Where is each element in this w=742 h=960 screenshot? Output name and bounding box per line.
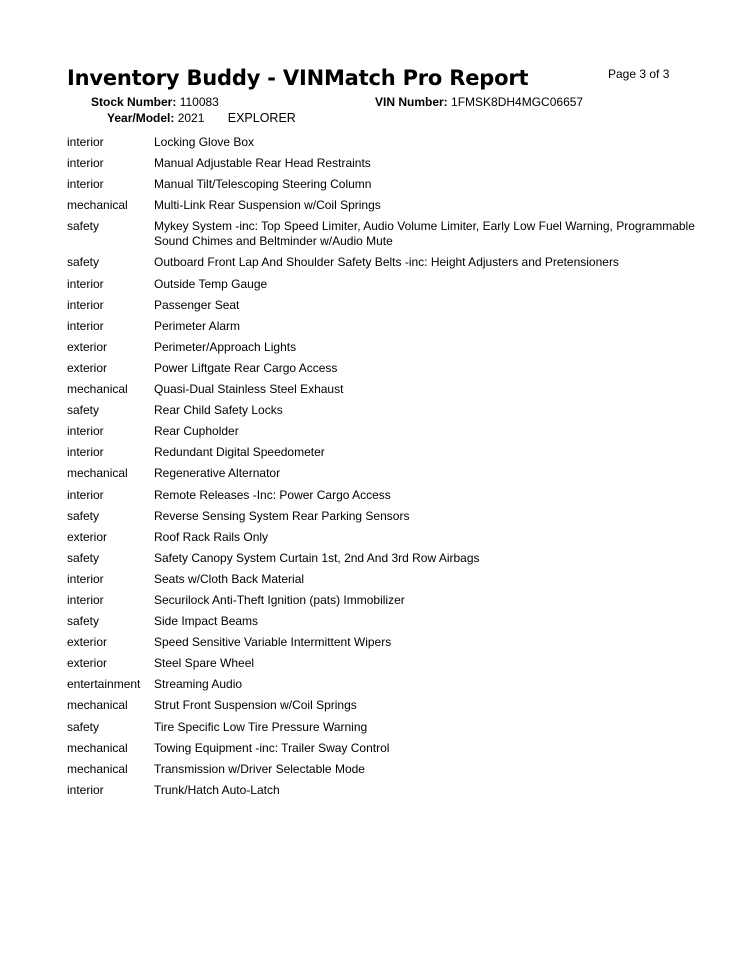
vin-number-row	[375, 95, 583, 109]
vin-number-label: VIN Number:	[375, 95, 448, 109]
list-item	[67, 422, 707, 441]
list-item	[67, 760, 707, 779]
list-item	[67, 317, 707, 336]
equipment-list	[67, 133, 707, 802]
list-item	[67, 718, 707, 737]
item-description: Outside Temp Gauge	[154, 276, 268, 291]
item-category: safety	[67, 255, 100, 270]
item-category: interior	[67, 297, 104, 312]
item-description: Perimeter Alarm	[154, 318, 241, 333]
stock-number-label: Stock Number:	[91, 95, 177, 109]
item-description: Speed Sensitive Variable Intermittent Wipers	[154, 635, 392, 650]
item-description: Securilock Anti-Theft Ignition (pats) Immobilizer	[154, 592, 405, 607]
list-item	[67, 486, 707, 505]
list-item	[67, 196, 707, 215]
item-description: Multi-Link Rear Suspension w/Coil Springs	[154, 198, 381, 213]
list-item	[67, 296, 707, 315]
year-value: 2021	[177, 111, 205, 125]
vin-number-value: 1FMSK8DH4MGC06657	[451, 95, 584, 109]
item-description: Quasi-Dual Stainless Steel Exhaust	[154, 382, 344, 397]
item-category: interior	[67, 782, 104, 797]
list-item	[67, 443, 707, 462]
item-category: interior	[67, 318, 104, 333]
item-category: mechanical	[67, 466, 128, 481]
list-item	[67, 781, 707, 800]
item-description: Towing Equipment -inc: Trailer Sway Control	[154, 740, 390, 755]
list-item	[67, 507, 707, 526]
item-description: Reverse Sensing System Rear Parking Sensors	[154, 508, 410, 523]
item-description: Redundant Digital Speedometer	[154, 445, 325, 460]
item-description: Mykey System -inc: Top Speed Limiter, Audio Volume Limiter, Early Low Fuel Warning, Programmable Sound Chimes and Beltminder w/Audio Mute	[154, 219, 695, 249]
item-category: exterior	[67, 339, 108, 354]
page-indicator: Page 3 of 3	[608, 67, 670, 81]
item-category: mechanical	[67, 382, 128, 397]
item-category: safety	[67, 719, 100, 734]
item-category: interior	[67, 487, 104, 502]
item-description: Strut Front Suspension w/Coil Springs	[154, 698, 357, 713]
list-item	[67, 359, 707, 378]
list-item	[67, 275, 707, 294]
year-model-label: Year/Model:	[107, 111, 175, 125]
list-item	[67, 591, 707, 610]
item-description: Tire Specific Low Tire Pressure Warning	[154, 719, 368, 734]
item-category: mechanical	[67, 761, 128, 776]
item-description: Steel Spare Wheel	[154, 656, 255, 671]
list-item	[67, 253, 707, 272]
list-item	[67, 154, 707, 173]
item-description: Regenerative Alternator	[154, 466, 281, 481]
list-item	[67, 675, 707, 694]
item-description: Side Impact Beams	[154, 614, 259, 629]
item-description: Rear Child Safety Locks	[154, 403, 283, 418]
list-item	[67, 528, 707, 547]
item-description: Passenger Seat	[154, 297, 240, 312]
item-category: exterior	[67, 529, 108, 544]
item-description: Manual Adjustable Rear Head Restraints	[154, 156, 371, 171]
item-category: interior	[67, 156, 104, 171]
list-item	[67, 380, 707, 399]
item-description: Transmission w/Driver Selectable Mode	[154, 761, 365, 776]
item-category: interior	[67, 135, 104, 149]
item-category: exterior	[67, 635, 108, 650]
item-description: Rear Cupholder	[154, 424, 239, 439]
item-category: interior	[67, 445, 104, 460]
list-item	[67, 217, 707, 251]
list-item	[67, 570, 707, 589]
item-description: Remote Releases -Inc: Power Cargo Access	[154, 487, 391, 502]
item-category: interior	[67, 177, 104, 192]
list-item	[67, 338, 707, 357]
list-item	[67, 739, 707, 758]
item-description: Roof Rack Rails Only	[154, 529, 269, 544]
item-category: mechanical	[67, 698, 128, 713]
item-category: entertainment	[67, 677, 141, 692]
stock-number-value: 110083	[179, 95, 219, 109]
item-category: safety	[67, 219, 100, 234]
item-category: interior	[67, 276, 104, 291]
item-category: interior	[67, 571, 104, 586]
item-category: safety	[67, 403, 100, 418]
list-item	[67, 549, 707, 568]
stock-number-row	[91, 95, 219, 109]
list-item	[67, 464, 707, 483]
item-description: Manual Tilt/Telescoping Steering Column	[154, 177, 372, 192]
item-category: interior	[67, 424, 104, 439]
list-item	[67, 133, 707, 152]
item-category: interior	[67, 592, 104, 607]
item-category: safety	[67, 614, 100, 629]
list-item	[67, 654, 707, 673]
model-value: EXPLORER	[227, 111, 296, 125]
item-description: Safety Canopy System Curtain 1st, 2nd And 3rd Row Airbags	[154, 550, 480, 565]
item-category: safety	[67, 550, 100, 565]
item-category: safety	[67, 508, 100, 523]
year-model-row	[107, 111, 296, 125]
item-description: Power Liftgate Rear Cargo Access	[154, 360, 338, 375]
item-category: mechanical	[67, 740, 128, 755]
item-category: exterior	[67, 360, 108, 375]
item-category: exterior	[67, 656, 108, 671]
item-description: Trunk/Hatch Auto-Latch	[154, 782, 280, 797]
report-title: Inventory Buddy - VINMatch Pro Report	[67, 66, 529, 90]
list-item	[67, 175, 707, 194]
item-description: Seats w/Cloth Back Material	[154, 571, 305, 586]
list-item	[67, 633, 707, 652]
list-item	[67, 401, 707, 420]
list-item	[67, 612, 707, 631]
item-description: Locking Glove Box	[154, 135, 255, 149]
item-category: mechanical	[67, 198, 128, 213]
item-description: Outboard Front Lap And Shoulder Safety Belts -inc: Height Adjusters and Pretensioners	[154, 255, 619, 270]
item-description: Perimeter/Approach Lights	[154, 339, 297, 354]
item-description: Streaming Audio	[154, 677, 243, 692]
list-item	[67, 696, 707, 715]
